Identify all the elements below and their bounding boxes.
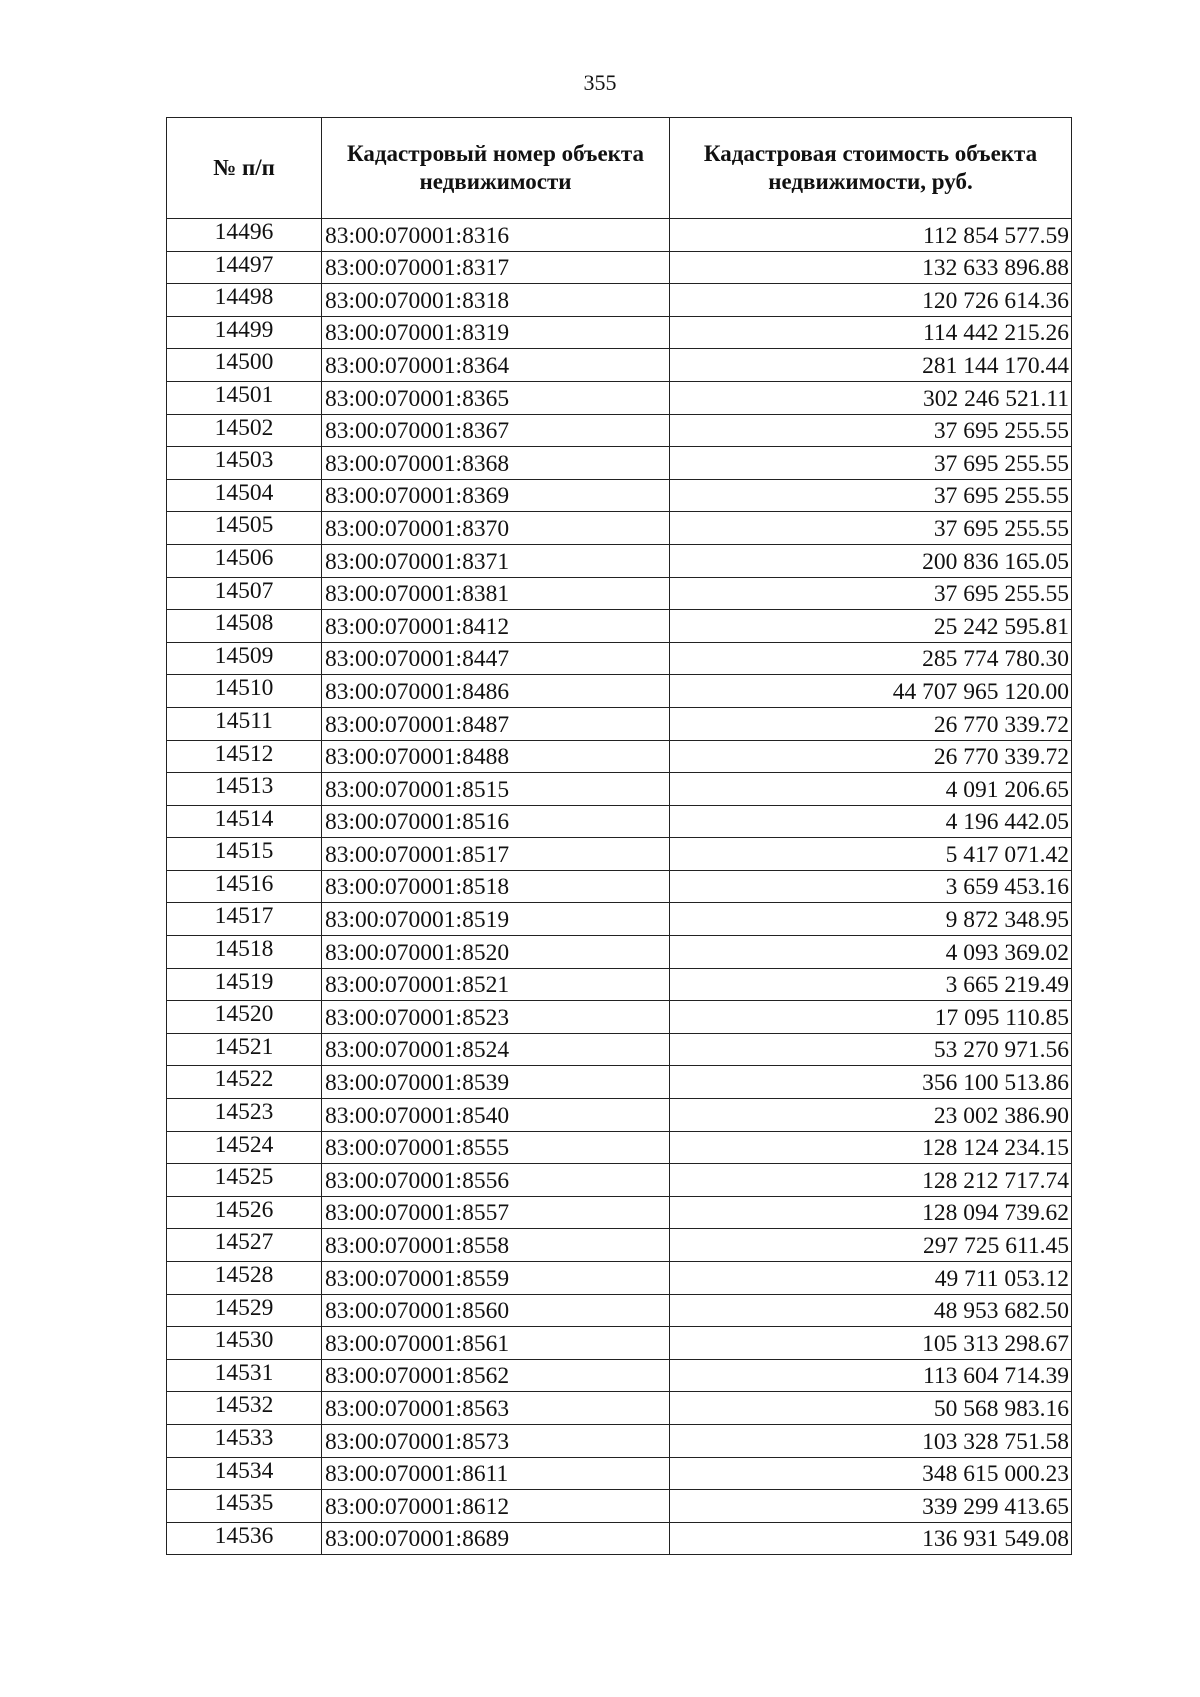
row-number-cell: 14501 <box>167 381 322 414</box>
row-number-cell: 14531 <box>167 1359 322 1392</box>
cadastral-number-cell: 83:00:070001:8486 <box>322 675 670 708</box>
table-row <box>167 1490 1072 1523</box>
row-number-cell: 14496 <box>167 219 322 252</box>
cadastral-number-cell: 83:00:070001:8447 <box>322 642 670 675</box>
cadastral-value-cell: 136 931 549.08 <box>670 1522 1072 1555</box>
header-cadastral-value: Кадастровая стоимость объекта недвижимости, руб. <box>670 118 1072 219</box>
cadastral-number-cell: 83:00:070001:8367 <box>322 414 670 447</box>
cadastral-number-cell: 83:00:070001:8488 <box>322 740 670 773</box>
cadastral-number-cell: 83:00:070001:8316 <box>322 219 670 252</box>
table-row <box>167 1196 1072 1229</box>
table-row <box>167 870 1072 903</box>
cadastral-number-cell: 83:00:070001:8612 <box>322 1490 670 1523</box>
cadastral-number-cell: 83:00:070001:8524 <box>322 1033 670 1066</box>
cadastral-number-cell: 83:00:070001:8370 <box>322 512 670 545</box>
table-header <box>167 118 1072 219</box>
cadastral-value-cell: 128 212 717.74 <box>670 1164 1072 1197</box>
cadastral-value-cell: 356 100 513.86 <box>670 1066 1072 1099</box>
row-number-cell: 14514 <box>167 805 322 838</box>
cadastral-number-cell: 83:00:070001:8518 <box>322 870 670 903</box>
header-cadastral-number: Кадастровый номер объекта недвижимости <box>322 118 670 219</box>
row-number-cell: 14511 <box>167 707 322 740</box>
cadastral-number-cell: 83:00:070001:8563 <box>322 1392 670 1425</box>
cadastral-value-cell: 53 270 971.56 <box>670 1033 1072 1066</box>
cadastral-value-table <box>166 117 1072 1555</box>
cadastral-number-cell: 83:00:070001:8540 <box>322 1099 670 1132</box>
table-row <box>167 610 1072 643</box>
cadastral-number-cell: 83:00:070001:8381 <box>322 577 670 610</box>
table-row <box>167 968 1072 1001</box>
cadastral-value-cell: 37 695 255.55 <box>670 447 1072 480</box>
row-number-cell: 14533 <box>167 1424 322 1457</box>
cadastral-number-cell: 83:00:070001:8364 <box>322 349 670 382</box>
table-row <box>167 675 1072 708</box>
row-number-cell: 14520 <box>167 1001 322 1034</box>
cadastral-number-cell: 83:00:070001:8371 <box>322 544 670 577</box>
cadastral-value-cell: 105 313 298.67 <box>670 1327 1072 1360</box>
row-number-cell: 14510 <box>167 675 322 708</box>
row-number-cell: 14497 <box>167 251 322 284</box>
row-number-cell: 14512 <box>167 740 322 773</box>
row-number-cell: 14513 <box>167 773 322 806</box>
row-number-cell: 14508 <box>167 610 322 643</box>
cadastral-value-cell: 120 726 614.36 <box>670 284 1072 317</box>
row-number-cell: 14534 <box>167 1457 322 1490</box>
cadastral-value-cell: 103 328 751.58 <box>670 1424 1072 1457</box>
table-row <box>167 1359 1072 1392</box>
row-number-cell: 14535 <box>167 1490 322 1523</box>
row-number-cell: 14515 <box>167 838 322 871</box>
table-row <box>167 1294 1072 1327</box>
header-row-number: № п/п <box>167 118 322 219</box>
row-number-cell: 14503 <box>167 447 322 480</box>
cadastral-value-cell: 114 442 215.26 <box>670 316 1072 349</box>
cadastral-value-cell: 128 124 234.15 <box>670 1131 1072 1164</box>
cadastral-number-cell: 83:00:070001:8557 <box>322 1196 670 1229</box>
table-row <box>167 577 1072 610</box>
row-number-cell: 14499 <box>167 316 322 349</box>
cadastral-value-cell: 4 091 206.65 <box>670 773 1072 806</box>
cadastral-value-cell: 297 725 611.45 <box>670 1229 1072 1262</box>
table-row <box>167 1229 1072 1262</box>
row-number-cell: 14516 <box>167 870 322 903</box>
table-row <box>167 1033 1072 1066</box>
cadastral-value-cell: 48 953 682.50 <box>670 1294 1072 1327</box>
cadastral-number-cell: 83:00:070001:8317 <box>322 251 670 284</box>
cadastral-number-cell: 83:00:070001:8611 <box>322 1457 670 1490</box>
table-row <box>167 349 1072 382</box>
cadastral-value-cell: 49 711 053.12 <box>670 1262 1072 1295</box>
cadastral-value-cell: 302 246 521.11 <box>670 381 1072 414</box>
table-row <box>167 512 1072 545</box>
table-row <box>167 903 1072 936</box>
cadastral-value-cell: 285 774 780.30 <box>670 642 1072 675</box>
row-number-cell: 14507 <box>167 577 322 610</box>
row-number-cell: 14528 <box>167 1262 322 1295</box>
cadastral-number-cell: 83:00:070001:8560 <box>322 1294 670 1327</box>
cadastral-value-cell: 26 770 339.72 <box>670 740 1072 773</box>
row-number-cell: 14522 <box>167 1066 322 1099</box>
cadastral-number-cell: 83:00:070001:8523 <box>322 1001 670 1034</box>
row-number-cell: 14532 <box>167 1392 322 1425</box>
cadastral-number-cell: 83:00:070001:8555 <box>322 1131 670 1164</box>
row-number-cell: 14498 <box>167 284 322 317</box>
cadastral-value-cell: 23 002 386.90 <box>670 1099 1072 1132</box>
row-number-cell: 14536 <box>167 1522 322 1555</box>
cadastral-number-cell: 83:00:070001:8519 <box>322 903 670 936</box>
table-row <box>167 707 1072 740</box>
table-row <box>167 1099 1072 1132</box>
table-row <box>167 284 1072 317</box>
cadastral-value-cell: 50 568 983.16 <box>670 1392 1072 1425</box>
cadastral-number-cell: 83:00:070001:8487 <box>322 707 670 740</box>
table-row <box>167 936 1072 969</box>
row-number-cell: 14524 <box>167 1131 322 1164</box>
row-number-cell: 14527 <box>167 1229 322 1262</box>
cadastral-value-cell: 3 665 219.49 <box>670 968 1072 1001</box>
page-number: 355 <box>583 70 617 95</box>
cadastral-number-cell: 83:00:070001:8368 <box>322 447 670 480</box>
cadastral-number-cell: 83:00:070001:8369 <box>322 479 670 512</box>
table-row <box>167 642 1072 675</box>
row-number-cell: 14525 <box>167 1164 322 1197</box>
cadastral-value-cell: 132 633 896.88 <box>670 251 1072 284</box>
table-row <box>167 1522 1072 1555</box>
cadastral-number-cell: 83:00:070001:8573 <box>322 1424 670 1457</box>
table-row <box>167 316 1072 349</box>
cadastral-value-cell: 25 242 595.81 <box>670 610 1072 643</box>
cadastral-number-cell: 83:00:070001:8516 <box>322 805 670 838</box>
cadastral-number-cell: 83:00:070001:8318 <box>322 284 670 317</box>
cadastral-number-cell: 83:00:070001:8539 <box>322 1066 670 1099</box>
cadastral-value-cell: 112 854 577.59 <box>670 219 1072 252</box>
cadastral-number-cell: 83:00:070001:8412 <box>322 610 670 643</box>
cadastral-value-cell: 4 196 442.05 <box>670 805 1072 838</box>
cadastral-number-cell: 83:00:070001:8515 <box>322 773 670 806</box>
table-row <box>167 1392 1072 1425</box>
table-row <box>167 219 1072 252</box>
table-row <box>167 1262 1072 1295</box>
table-row <box>167 414 1072 447</box>
cadastral-value-cell: 44 707 965 120.00 <box>670 675 1072 708</box>
cadastral-value-cell: 281 144 170.44 <box>670 349 1072 382</box>
row-number-cell: 14526 <box>167 1196 322 1229</box>
cadastral-number-cell: 83:00:070001:8559 <box>322 1262 670 1295</box>
cadastral-number-cell: 83:00:070001:8561 <box>322 1327 670 1360</box>
row-number-cell: 14518 <box>167 936 322 969</box>
table-header-row <box>167 118 1072 219</box>
cadastral-value-cell: 5 417 071.42 <box>670 838 1072 871</box>
row-number-cell: 14529 <box>167 1294 322 1327</box>
cadastral-number-cell: 83:00:070001:8689 <box>322 1522 670 1555</box>
table-row <box>167 1131 1072 1164</box>
cadastral-value-cell: 9 872 348.95 <box>670 903 1072 936</box>
cadastral-value-cell: 4 093 369.02 <box>670 936 1072 969</box>
table-body <box>167 219 1072 1555</box>
table-row <box>167 773 1072 806</box>
row-number-cell: 14517 <box>167 903 322 936</box>
cadastral-number-cell: 83:00:070001:8556 <box>322 1164 670 1197</box>
table-row <box>167 838 1072 871</box>
cadastral-value-cell: 37 695 255.55 <box>670 577 1072 610</box>
table-row <box>167 1164 1072 1197</box>
row-number-cell: 14521 <box>167 1033 322 1066</box>
row-number-cell: 14523 <box>167 1099 322 1132</box>
table-row <box>167 740 1072 773</box>
table-row <box>167 544 1072 577</box>
row-number-cell: 14502 <box>167 414 322 447</box>
row-number-cell: 14500 <box>167 349 322 382</box>
cadastral-value-cell: 3 659 453.16 <box>670 870 1072 903</box>
table-row <box>167 1457 1072 1490</box>
cadastral-number-cell: 83:00:070001:8521 <box>322 968 670 1001</box>
cadastral-number-cell: 83:00:070001:8319 <box>322 316 670 349</box>
cadastral-number-cell: 83:00:070001:8520 <box>322 936 670 969</box>
cadastral-number-cell: 83:00:070001:8562 <box>322 1359 670 1392</box>
cadastral-number-cell: 83:00:070001:8517 <box>322 838 670 871</box>
table-row <box>167 381 1072 414</box>
table-row <box>167 447 1072 480</box>
table-row <box>167 805 1072 838</box>
cadastral-value-cell: 37 695 255.55 <box>670 512 1072 545</box>
table-row <box>167 251 1072 284</box>
row-number-cell: 14506 <box>167 544 322 577</box>
table-row <box>167 1066 1072 1099</box>
row-number-cell: 14504 <box>167 479 322 512</box>
row-number-cell: 14509 <box>167 642 322 675</box>
cadastral-number-cell: 83:00:070001:8365 <box>322 381 670 414</box>
cadastral-number-cell: 83:00:070001:8558 <box>322 1229 670 1262</box>
row-number-cell: 14530 <box>167 1327 322 1360</box>
table-row <box>167 1001 1072 1034</box>
cadastral-value-cell: 37 695 255.55 <box>670 414 1072 447</box>
cadastral-value-cell: 17 095 110.85 <box>670 1001 1072 1034</box>
cadastral-value-cell: 37 695 255.55 <box>670 479 1072 512</box>
cadastral-value-cell: 26 770 339.72 <box>670 707 1072 740</box>
cadastral-value-cell: 200 836 165.05 <box>670 544 1072 577</box>
cadastral-value-cell: 348 615 000.23 <box>670 1457 1072 1490</box>
cadastral-table-container <box>166 117 1071 1555</box>
cadastral-value-cell: 128 094 739.62 <box>670 1196 1072 1229</box>
table-row <box>167 1327 1072 1360</box>
cadastral-value-cell: 339 299 413.65 <box>670 1490 1072 1523</box>
table-row <box>167 479 1072 512</box>
row-number-cell: 14519 <box>167 968 322 1001</box>
row-number-cell: 14505 <box>167 512 322 545</box>
table-row <box>167 1424 1072 1457</box>
cadastral-value-cell: 113 604 714.39 <box>670 1359 1072 1392</box>
